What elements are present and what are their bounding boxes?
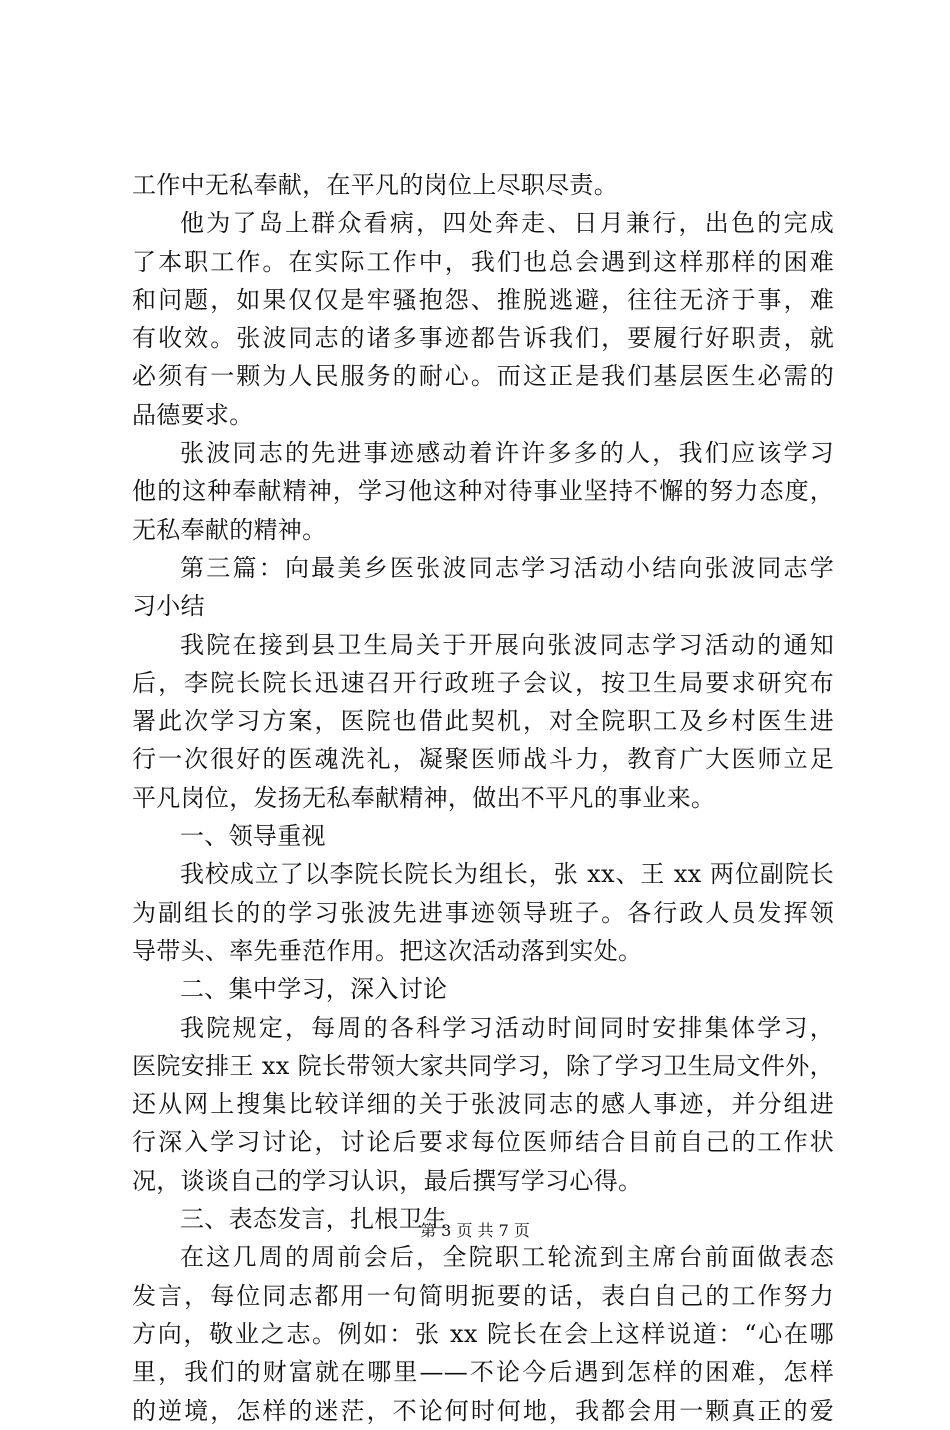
text-line: 况，谈谈自己的学习认识，最后撰写学习心得。: [132, 1166, 643, 1195]
text-line: 后，李院长院长迅速召开行政班子会议，按卫生局要求研究布: [132, 668, 834, 697]
text-line: 里，我们的财富就在哪里——不论今后遇到怎样的困难，怎样: [132, 1358, 834, 1387]
text-line: 他为了岛上群众看病，四处奔走、日月兼行，出色的完成: [180, 209, 834, 238]
text-line: 还从网上搜集比较详细的关于张波同志的感人事迹，并分组进: [132, 1090, 834, 1119]
text-line: 我院规定，每周的各科学习活动时间同时安排集体学习，: [180, 1013, 834, 1042]
text-line: 习小结: [132, 592, 205, 621]
text-line: 我院在接到县卫生局关于开展向张波同志学习活动的通知: [180, 630, 834, 659]
text-line: 平凡岗位，发扬无私奉献精神，做出不平凡的事业来。: [132, 783, 716, 812]
text-line: 三、表态发言，扎根卫生: [180, 1205, 448, 1234]
text-line: 导带头、率先垂范作用。把这次活动落到实处。: [132, 936, 643, 965]
text-line: 在这几周的周前会后，全院职工轮流到主席台前面做表态: [180, 1243, 834, 1272]
text-line: 他的这种奉献精神，学习他这种对待事业坚持不懈的努力态度，: [132, 477, 834, 506]
text-line: 署此次学习方案，医院也借此契机，对全院职工及乡村医生进: [132, 707, 834, 736]
text-line: 有收效。张波同志的诸多事迹都告诉我们，要履行好职责，就: [132, 324, 834, 353]
text-line: 的逆境，怎样的迷茫，不论何时何地，我都会用一颗真正的爱: [132, 1396, 834, 1425]
page-number-label: 第 3 页 共 7 页: [420, 1221, 530, 1240]
text-line: 我校成立了以李院长院长为组长，张 xx、王 xx 两位副院长: [180, 860, 834, 889]
text-line: 二、集中学习，深入讨论: [180, 975, 448, 1004]
text-line: 医院安排王 xx 院长带领大家共同学习，除了学习卫生局文件外，: [132, 1051, 834, 1080]
text-line: 方向，敬业之志。例如：张 xx 院长在会上这样说道：“心在哪: [132, 1319, 834, 1348]
text-line: 为副组长的的学习张波先进事迹领导班子。各行政人员发挥领: [132, 898, 834, 927]
text-line: 一、领导重视: [180, 822, 326, 851]
text-line: 行深入学习讨论，讨论后要求每位医师结合目前自己的工作状: [132, 1128, 834, 1157]
text-line: 品德要求。: [132, 400, 254, 429]
text-line: 发言，每位同志都用一句简明扼要的话，表白自己的工作努力: [132, 1281, 834, 1310]
text-line: 无私奉献的精神。: [132, 515, 327, 544]
text-line: 了本职工作。在实际工作中，我们也总会遇到这样那样的困难: [132, 247, 834, 276]
text-line: 行一次很好的医魂洗礼，凝聚医师战斗力，教育广大医师立足: [132, 745, 834, 774]
text-line: 张波同志的先进事迹感动着许许多多的人，我们应该学习: [180, 439, 834, 468]
text-line: 第三篇：向最美乡医张波同志学习活动小结向张波同志学: [180, 553, 834, 582]
text-line: 必须有一颗为人民服务的耐心。而这正是我们基层医生必需的: [132, 362, 834, 391]
text-line: 和问题，如果仅仅是牢骚抱怨、推脱逃避，往往无济于事，难: [132, 285, 834, 314]
text-line: 工作中无私奉献，在平凡的岗位上尽职尽责。: [132, 171, 618, 199]
page-footer: [0, 1218, 950, 1241]
